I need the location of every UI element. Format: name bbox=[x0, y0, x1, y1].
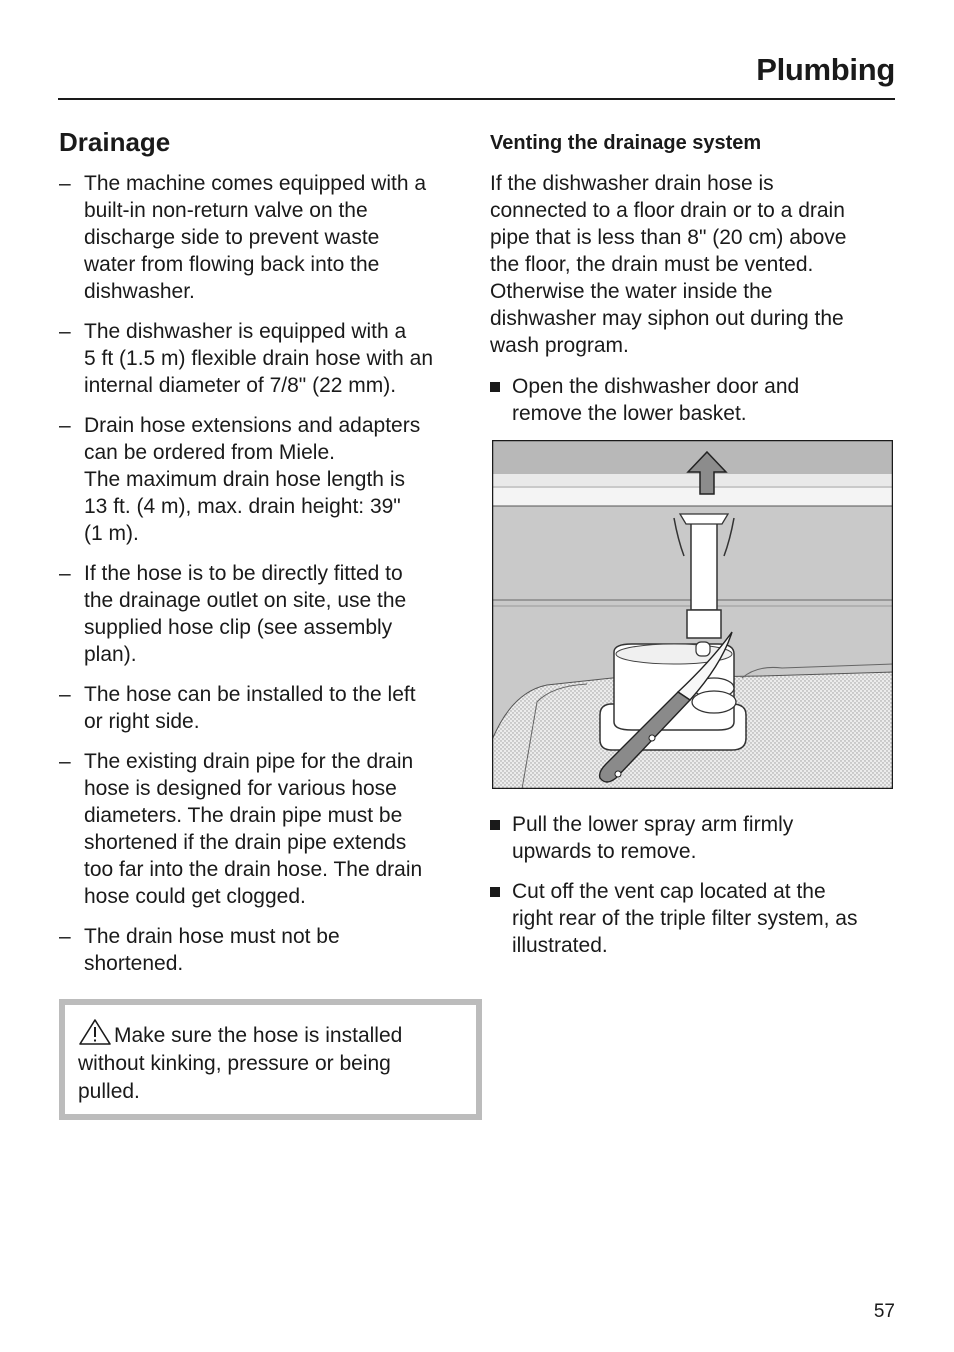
page-number: 57 bbox=[873, 1301, 895, 1322]
step-item bbox=[490, 373, 895, 427]
venting-title: Venting the drainage system bbox=[490, 132, 762, 154]
text-line: Otherwise the water inside the bbox=[490, 280, 773, 303]
text-line: hose is designed for various hose bbox=[84, 777, 397, 800]
warning-triangle-icon bbox=[78, 1019, 112, 1045]
steps-after-list bbox=[490, 811, 895, 959]
text-line: can be ordered from Miele. bbox=[84, 441, 335, 464]
filter-illustration bbox=[492, 440, 893, 789]
text-line: illustrated. bbox=[512, 934, 608, 957]
text-line: The machine comes equipped with a bbox=[84, 172, 427, 195]
text-line: too far into the drain hose. The drain bbox=[84, 858, 423, 881]
dash-marker: – bbox=[59, 172, 71, 195]
dash-marker: – bbox=[59, 320, 71, 343]
left-column bbox=[59, 124, 469, 1120]
text-line: diameters. The drain pipe must be bbox=[84, 804, 403, 827]
text-line: water from flowing back into the bbox=[84, 253, 380, 276]
text-line: dishwasher may siphon out during the bbox=[490, 307, 844, 330]
right-column bbox=[490, 124, 895, 972]
text-line: If the dishwasher drain hose is bbox=[490, 172, 774, 195]
step-item bbox=[490, 878, 895, 959]
text-line: built-in non-return valve on the bbox=[84, 199, 368, 222]
text-line: or right side. bbox=[84, 710, 200, 733]
list-item bbox=[59, 748, 469, 910]
text-line: Cut off the vent cap located at the bbox=[512, 880, 826, 903]
dash-marker: – bbox=[59, 414, 71, 437]
text-line: The dishwasher is equipped with a bbox=[84, 320, 407, 343]
square-bullet-icon bbox=[490, 887, 500, 897]
text-line: 5 ft (1.5 m) flexible drain hose with an bbox=[84, 347, 434, 370]
dash-marker: – bbox=[59, 925, 71, 948]
dash-marker: – bbox=[59, 683, 71, 706]
text-line: hose could get clogged. bbox=[84, 885, 306, 908]
text-line: Pull the lower spray arm firmly bbox=[512, 813, 794, 836]
text-line: shortened if the drain pipe extends bbox=[84, 831, 407, 854]
text-line: pipe that is less than 8" (20 cm) above bbox=[490, 226, 847, 249]
header-rule bbox=[58, 98, 895, 100]
text-line: If the hose is to be directly fitted to bbox=[84, 562, 403, 585]
text-line: The drain hose must not be bbox=[84, 925, 340, 948]
text-line: discharge side to prevent waste bbox=[84, 226, 380, 249]
text-line: The hose can be installed to the left bbox=[84, 683, 416, 706]
list-item bbox=[59, 318, 469, 399]
text-line: without kinking, pressure or being bbox=[78, 1052, 391, 1075]
dash-marker: – bbox=[59, 750, 71, 773]
list-item bbox=[59, 170, 469, 305]
text-line: internal diameter of 7/8" (22 mm). bbox=[84, 374, 397, 397]
text-line: the floor, the drain must be vented. bbox=[490, 253, 814, 276]
text-line: Open the dishwasher door and bbox=[512, 375, 800, 398]
square-bullet-icon bbox=[490, 382, 500, 392]
text-line: Make sure the hose is installed bbox=[114, 1024, 403, 1047]
text-line: right rear of the triple filter system, as bbox=[512, 907, 858, 930]
warning-box bbox=[59, 999, 482, 1120]
text-line: dishwasher. bbox=[84, 280, 195, 303]
list-item bbox=[59, 412, 469, 547]
text-line: The existing drain pipe for the drain bbox=[84, 750, 414, 773]
text-line: supplied hose clip (see assembly bbox=[84, 616, 393, 639]
dash-marker: – bbox=[59, 562, 71, 585]
warning-text bbox=[78, 1024, 466, 1106]
list-item bbox=[59, 681, 469, 735]
step-item bbox=[490, 811, 895, 865]
text-line: plan). bbox=[84, 643, 137, 666]
text-line: the drainage outlet on site, use the bbox=[84, 589, 407, 612]
text-line: 13 ft. (4 m), max. drain height: 39" bbox=[84, 495, 401, 518]
drainage-list bbox=[59, 170, 469, 977]
page-header-title: Plumbing bbox=[756, 52, 895, 87]
square-bullet-icon bbox=[490, 820, 500, 830]
text-line: The maximum drain hose length is bbox=[84, 468, 405, 491]
text-line: pulled. bbox=[78, 1080, 140, 1103]
text-line: (1 m). bbox=[84, 522, 139, 545]
list-item bbox=[59, 923, 469, 977]
text-line: connected to a floor drain or to a drain bbox=[490, 199, 845, 222]
text-line: shortened. bbox=[84, 952, 184, 975]
venting-intro bbox=[490, 170, 895, 359]
drainage-title: Drainage bbox=[59, 127, 171, 157]
steps-before-list bbox=[490, 373, 895, 427]
text-line: wash program. bbox=[490, 334, 629, 357]
text-line: upwards to remove. bbox=[512, 840, 697, 863]
list-item bbox=[59, 560, 469, 668]
text-line: remove the lower basket. bbox=[512, 402, 747, 425]
text-line: Drain hose extensions and adapters bbox=[84, 414, 421, 437]
